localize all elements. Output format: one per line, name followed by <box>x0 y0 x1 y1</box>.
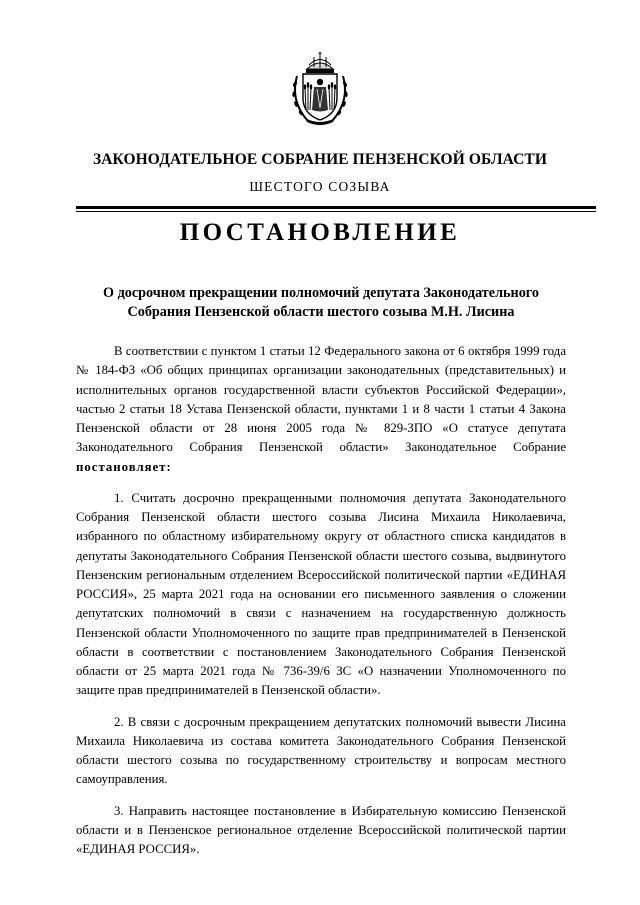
penza-region-coat-of-arms-icon <box>287 52 353 126</box>
resolves-keyword: постановляет: <box>76 459 172 474</box>
header-divider-thick <box>76 206 596 209</box>
resolution-item-3: 3. Направить настоящее постановление в Избирательную комиссию Пензенской области и в Пензенское региональное отделение Всероссийской политической партии «ЕДИНАЯ РОССИЯ». <box>76 803 566 856</box>
document-type-title: ПОСТАНОВЛЕНИЕ <box>179 219 461 246</box>
header-divider-thin <box>76 211 596 212</box>
resolution-item-2: 2. В связи с досрочным прекращением депутатских полномочий вывести Лисина Михаила Николаевича из состава комитета Законодательного Собрания Пензенской области шестого созыва по государственному строительству и вопросам местного самоуправления. <box>76 714 566 787</box>
convocation-label: ШЕСТОГО СОЗЫВА <box>249 179 391 194</box>
document-body <box>76 342 566 859</box>
organization-name: ЗАКОНОДАТЕЛЬНОЕ СОБРАНИЕ ПЕНЗЕНСКОЙ ОБЛАСТИ <box>92 151 548 168</box>
resolution-item-1: 1. Считать досрочно прекращенными полномочия депутата Законодательного Собрания Пензенской области шестого созыва Лисина Михаила Николаевича, избранного по областному избирательному округу от областного списка кандидатов в депутаты Законодательного Собрания Пензенской области шестого созыва, выдвинутого Пензенским региональным отделением Всероссийской политической партии «ЕДИНАЯ РОССИЯ», 25 марта 2021 года на основании его письменного заявления о сложении депутатских полномочий в связи с назначением на государственную должность Пензенской области Уполномоченного по защите прав предпринимателей в Пензенской области в соответствии с постановлением Законодательного Собрания Пензенской области от 25 марта 2021 года № 736-39/6 ЗС «О назначении Уполномоченного по защите прав предпринимателей в Пензенской области». <box>76 490 566 698</box>
preamble-text: В соответствии с пунктом 1 статьи 12 Федерального закона от 6 октября 1999 года № 184-ФЗ «Об общих принципах организации законодательных (представительных) и исполнительных органов государственной власти субъектов Российской Федерации», частью 2 статьи 18 Устава Пензенской области, пунктами 1 и 8 части 1 статьи 4 Закона Пензенской области от 28 июня 2005 года № 829-ЗПО «О статусе депутата Законодательного Собрания Пензенской области» Законодательное Собрание <box>76 344 566 455</box>
preamble-paragraph <box>76 342 566 477</box>
document-subject: О досрочном прекращении полномочий депутата Законодательного Собрания Пензенской области шестого созыва М.Н. Лисина <box>103 285 539 320</box>
